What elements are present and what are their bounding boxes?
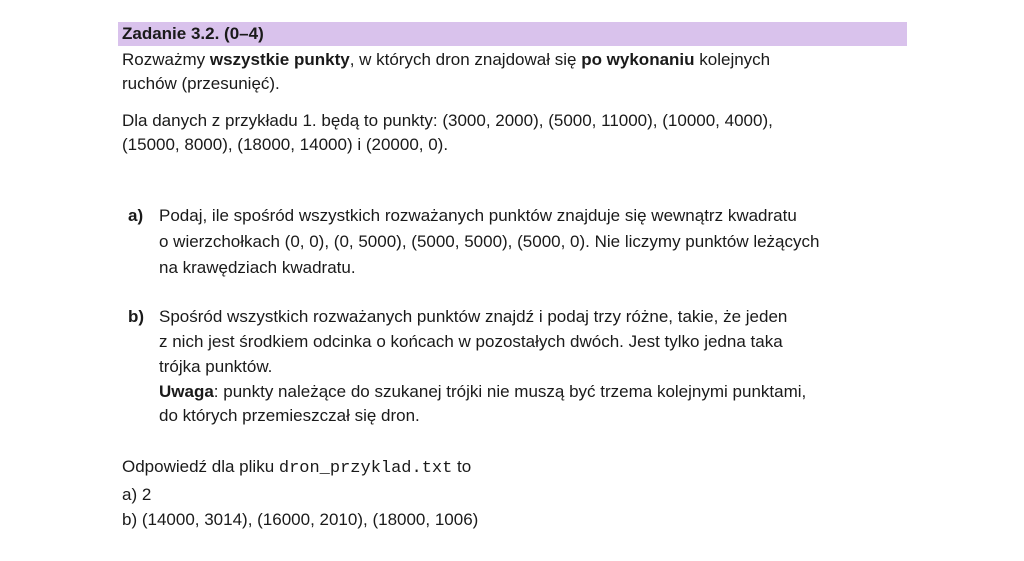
intro-text: kolejnych [694,50,771,69]
task-header-bar [118,22,907,46]
answer-suffix: to [452,457,472,476]
answer-filename: dron_przyklad.txt [278,459,453,478]
answer-intro [122,457,471,479]
part-a-label: a) [128,206,144,225]
part-b-note [159,382,806,402]
note-label: Uwaga [159,382,214,401]
note-text: : punkty należące do szukanej trójki nie muszą być trzema kolejnymi punktami, [213,382,807,401]
example-line-1: Dla danych z przykładu 1. będą to punkty: (3000, 2000), (5000, 11000), (10000, 4000), [122,111,773,130]
part-a-line: Podaj, ile spośród wszystkich rozważanych punktów znajduje się wewnątrz kwadratu [159,206,797,225]
part-b-line: Spośród wszystkich rozważanych punktów znajdź i podaj trzy różne, takie, że jeden [159,307,788,326]
part-b-line: z nich jest środkiem odcinka o końcach w pozostałych dwóch. Jest tylko jedna taka [159,332,783,351]
part-b-line: trójka punktów. [159,357,273,376]
part-b-note-line-2: do których przemieszczał się dron. [159,406,420,425]
task-title: Zadanie 3.2. (0–4) [122,24,264,43]
part-b-label: b) [128,307,145,326]
answer-b: b) (14000, 3014), (16000, 2010), (18000, 1006) [122,510,479,529]
answer-a: a) 2 [122,485,152,504]
part-a-line: o wierzchołkach (0, 0), (0, 5000), (5000, 5000), (5000, 0). Nie liczymy punktów leżących [159,232,820,251]
part-a-line: na krawędziach kwadratu. [159,258,356,277]
answer-prefix: Odpowiedź dla pliku [122,457,279,476]
intro-bold-all-points: wszystkie punkty [209,50,350,69]
intro-text: Rozważmy [122,50,210,69]
intro-line-1 [122,50,770,70]
intro-line-2: ruchów (przesunięć). [122,74,280,93]
example-line-2: (15000, 8000), (18000, 14000) i (20000, 0). [122,135,449,154]
intro-text: , w których dron znajdował się [349,50,582,69]
intro-bold-after-move: po wykonaniu [581,50,695,69]
